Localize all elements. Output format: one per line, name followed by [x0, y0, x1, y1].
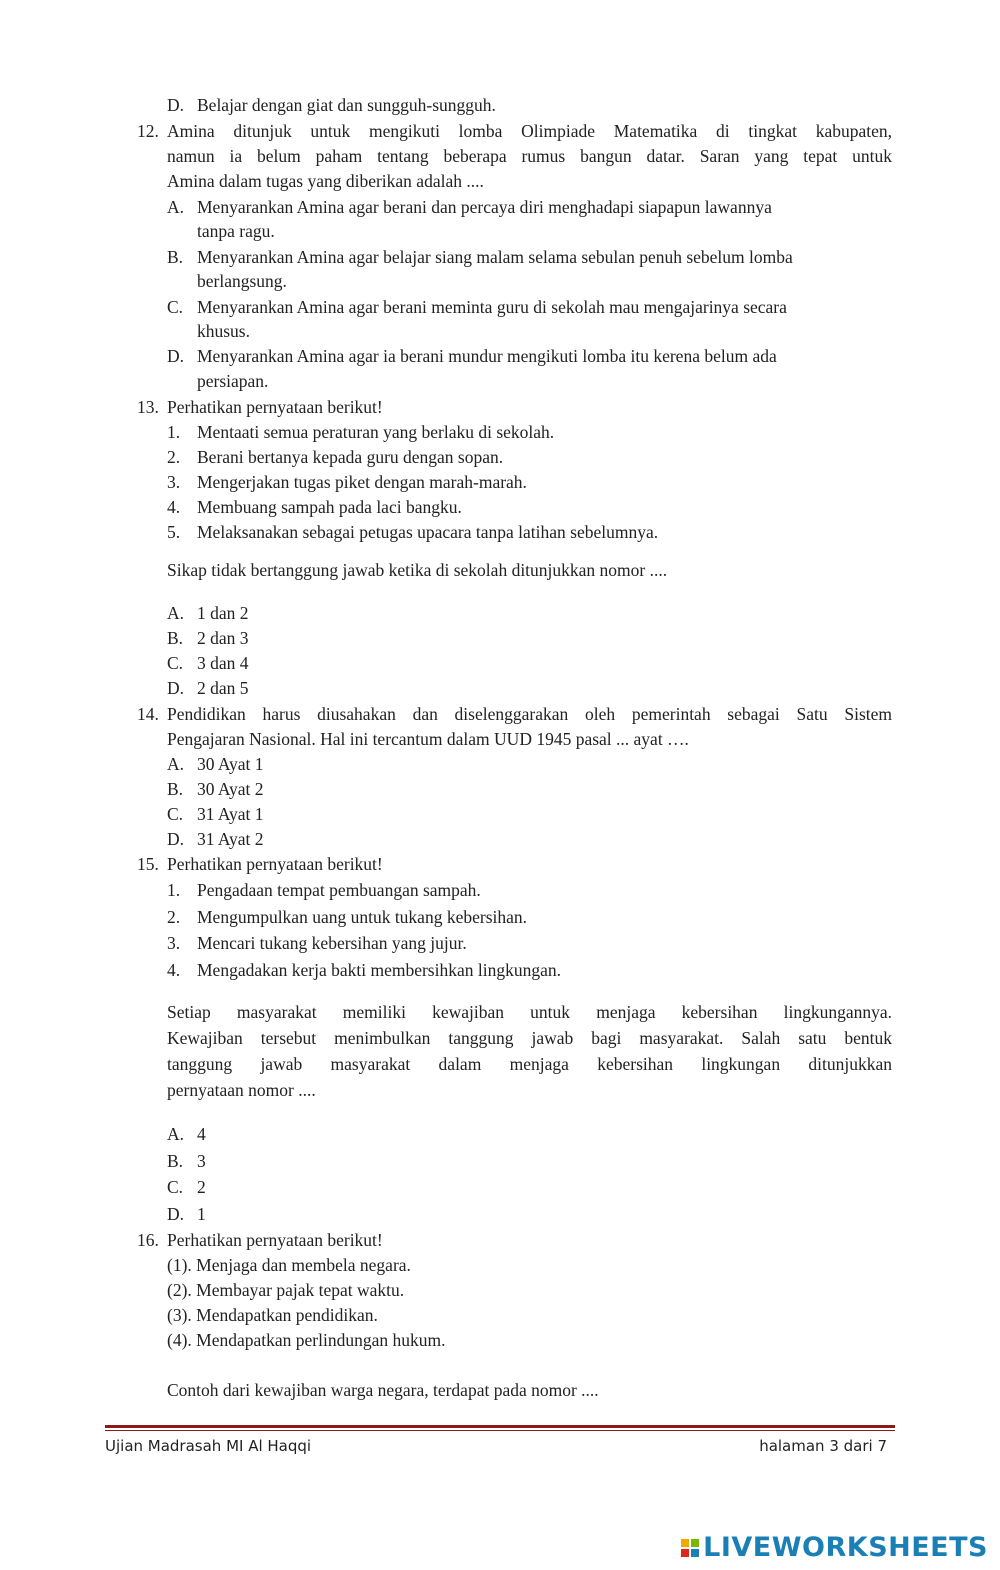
liveworksheets-logo-text: LIVEWORKSHEETS — [703, 1532, 988, 1563]
q15-option-a: A. 4 — [167, 1124, 206, 1144]
q16-statement: (3). Mendapatkan pendidikan. — [167, 1305, 378, 1325]
q15-statement: 1. Pengadaan tempat pembuangan sampah. — [167, 880, 481, 900]
q12-stem-line: Amina ditunjuk untuk mengikuti lomba Olimpiade Matematika di tingkat kabupaten, — [167, 121, 892, 141]
q15-statement: 3. Mencari tukang kebersihan yang jujur. — [167, 933, 467, 953]
q15-option-b: B. 3 — [167, 1151, 206, 1171]
q15-option-d: D. 1 — [167, 1204, 206, 1224]
question-number-12: 12. — [137, 121, 159, 141]
q12-option-c: C. Menyarankan Amina agar berani meminta guru di sekolah mau mengajarinya secara — [167, 297, 787, 317]
option-d-prev: D. Belajar dengan giat dan sungguh-sungguh. — [167, 95, 496, 115]
q13-option-a: A. 1 dan 2 — [167, 603, 249, 623]
q13-intro: Perhatikan pernyataan berikut! — [167, 397, 383, 417]
question-number-16: 16. — [137, 1230, 159, 1250]
q13-option-d: D. 2 dan 5 — [167, 678, 249, 698]
q13-statement: 1. Mentaati semua peraturan yang berlaku di sekolah. — [167, 422, 555, 442]
q15-paragraph-line: pernyataan nomor .... — [167, 1080, 316, 1100]
q12-option-d: D. Menyarankan Amina agar ia berani mundur mengikuti lomba itu kerena belum ada — [167, 346, 777, 366]
question-number-14: 14. — [137, 704, 159, 724]
q14-stem-line: Pengajaran Nasional. Hal ini tercantum dalam UUD 1945 pasal ... ayat …. — [167, 729, 689, 749]
footer-school-name: Ujian Madrasah MI Al Haqqi — [105, 1437, 312, 1455]
footer-page-number: halaman 3 dari 7 — [759, 1437, 887, 1455]
q12-stem-line: namun ia belum paham tentang beberapa rumus bangun datar. Saran yang tepat untuk — [167, 146, 892, 166]
q15-statement: 4. Mengadakan kerja bakti membersihkan lingkungan. — [167, 960, 561, 980]
q13-question: Sikap tidak bertanggung jawab ketika di sekolah ditunjukkan nomor .... — [167, 560, 668, 580]
q12-stem-line: Amina dalam tugas yang diberikan adalah .... — [167, 171, 484, 191]
q12-option-b: B. Menyarankan Amina agar belajar siang malam selama sebulan penuh sebelum lomba — [167, 247, 793, 267]
q14-option-b: B. 30 Ayat 2 — [167, 779, 264, 799]
q13-statement: 3. Mengerjakan tugas piket dengan marah-marah. — [167, 472, 527, 492]
q15-option-c: C. 2 — [167, 1177, 206, 1197]
q15-paragraph-line: tanggung jawab masyarakat dalam menjaga kebersihan lingkungan ditunjukkan — [167, 1054, 892, 1074]
q16-statement: (1). Menjaga dan membela negara. — [167, 1255, 411, 1275]
q12-option-c-cont: khusus. — [197, 321, 250, 341]
question-number-15: 15. — [137, 854, 159, 874]
liveworksheets-logo-icon — [681, 1539, 699, 1557]
liveworksheets-logo — [681, 1532, 988, 1563]
q16-intro: Perhatikan pernyataan berikut! — [167, 1230, 383, 1250]
q13-statement: 2. Berani bertanya kepada guru dengan sopan. — [167, 447, 504, 467]
q12-option-d-cont: persiapan. — [197, 371, 269, 391]
q14-stem-line: Pendidikan harus diusahakan dan diselenggarakan oleh pemerintah sebagai Satu Sistem — [167, 704, 892, 724]
q15-paragraph-line: Kewajiban tersebut menimbulkan tanggung jawab bagi masyarakat. Salah satu bentuk — [167, 1028, 892, 1048]
q16-statement: (4). Mendapatkan perlindungan hukum. — [167, 1330, 446, 1350]
q12-option-a-cont: tanpa ragu. — [197, 221, 275, 241]
footer-divider — [105, 1425, 895, 1428]
q16-question: Contoh dari kewajiban warga negara, terdapat pada nomor .... — [167, 1380, 599, 1400]
q12-option-b-cont: berlangsung. — [197, 271, 287, 291]
q13-option-b: B. 2 dan 3 — [167, 628, 249, 648]
q14-option-c: C. 31 Ayat 1 — [167, 804, 264, 824]
q13-option-c: C. 3 dan 4 — [167, 653, 249, 673]
q14-option-a: A. 30 Ayat 1 — [167, 754, 264, 774]
q15-statement: 2. Mengumpulkan uang untuk tukang kebersihan. — [167, 907, 528, 927]
q13-statement: 5. Melaksanakan sebagai petugas upacara tanpa latihan sebelumnya. — [167, 522, 659, 542]
q15-paragraph-line: Setiap masyarakat memiliki kewajiban untuk menjaga kebersihan lingkungannya. — [167, 1002, 892, 1022]
q16-statement: (2). Membayar pajak tepat waktu. — [167, 1280, 405, 1300]
footer-divider-thin — [105, 1430, 895, 1431]
question-number-13: 13. — [137, 397, 159, 417]
q13-statement: 4. Membuang sampah pada laci bangku. — [167, 497, 462, 517]
q15-intro: Perhatikan pernyataan berikut! — [167, 854, 383, 874]
q12-option-a: A. Menyarankan Amina agar berani dan percaya diri menghadapi siapapun lawannya — [167, 197, 772, 217]
q14-option-d: D. 31 Ayat 2 — [167, 829, 264, 849]
